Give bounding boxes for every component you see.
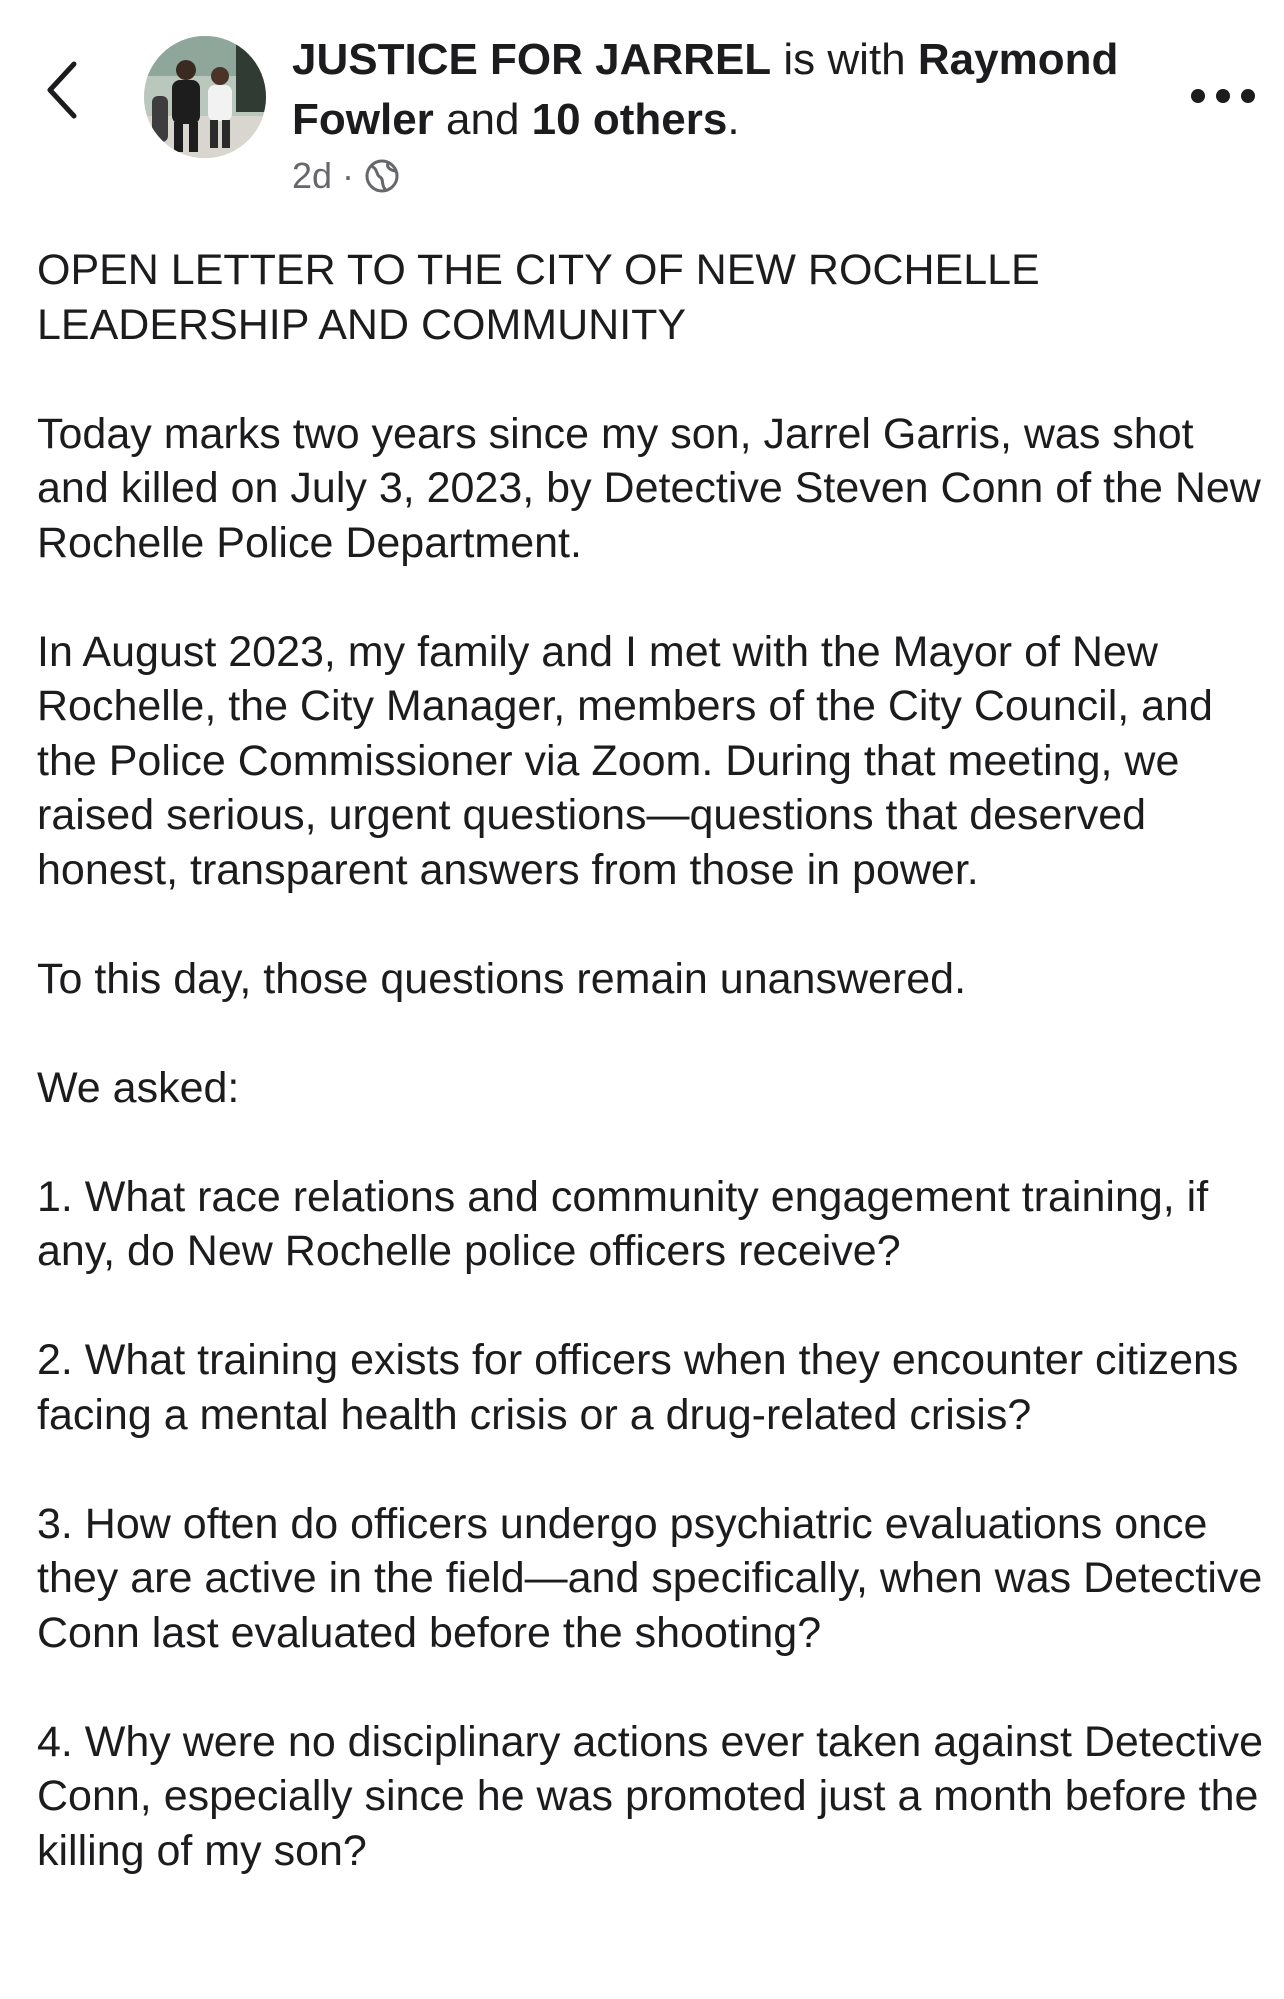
post-paragraph: To this day, those questions remain unanswered.	[37, 954, 967, 1003]
post-title: OPEN LETTER TO THE CITY OF NEW ROCHELLE LEADERSHIP AND COMMUNITY	[37, 246, 1040, 349]
tagged-others[interactable]: 10 others	[531, 95, 728, 144]
author-line	[292, 30, 1172, 150]
and-text: and	[433, 95, 532, 144]
post-paragraph: In August 2023, my family and I met with the Mayor of New Rochelle, the City Manager, members of the City Council, and the Police Commissioner via Zoom. During that meeting, we raised serious, urgent questions—questions that deserved honest, transparent answers from those in power.	[37, 627, 1213, 894]
question-item: 4. Why were no disciplinary actions ever taken against Detective Conn, especially since he was promoted just a month before the killing of my son?	[37, 1717, 1264, 1875]
globe-icon[interactable]	[364, 158, 400, 194]
question-item: 1. What race relations and community engagement training, if any, do New Rochelle police officers receive?	[37, 1172, 1209, 1275]
question-item: 2. What training exists for officers when they encounter citizens facing a mental health crisis or a drug-related crisis?	[37, 1336, 1239, 1439]
post-header	[0, 0, 1284, 210]
post-meta	[292, 150, 400, 202]
more-options-button[interactable]	[1188, 78, 1258, 114]
post-paragraph: We asked:	[37, 1063, 240, 1112]
post-paragraph: Today marks two years since my son, Jarrel Garris, was shot and killed on July 3, 2023, by Detective Steven Conn of the New Rochelle Police Department.	[37, 409, 1261, 567]
author-name[interactable]: JUSTICE FOR JARREL	[292, 35, 772, 84]
post-text	[37, 243, 1267, 1878]
period: .	[727, 95, 740, 144]
avatar-photo	[144, 36, 266, 158]
avatar[interactable]	[144, 36, 266, 158]
meta-separator: ·	[342, 155, 355, 196]
more-dots-icon	[1188, 78, 1258, 114]
post-time[interactable]: 2d	[292, 155, 333, 196]
question-item: 3. How often do officers undergo psychiatric evaluations once they are active in the field—and specifically, when was Detective Conn last evaluated before the shooting?	[37, 1499, 1263, 1657]
tagged-person[interactable]: Raymond Fowler	[292, 35, 1119, 144]
chevron-left-icon	[42, 58, 82, 122]
back-button[interactable]	[42, 58, 102, 138]
with-text: is with	[771, 35, 918, 84]
